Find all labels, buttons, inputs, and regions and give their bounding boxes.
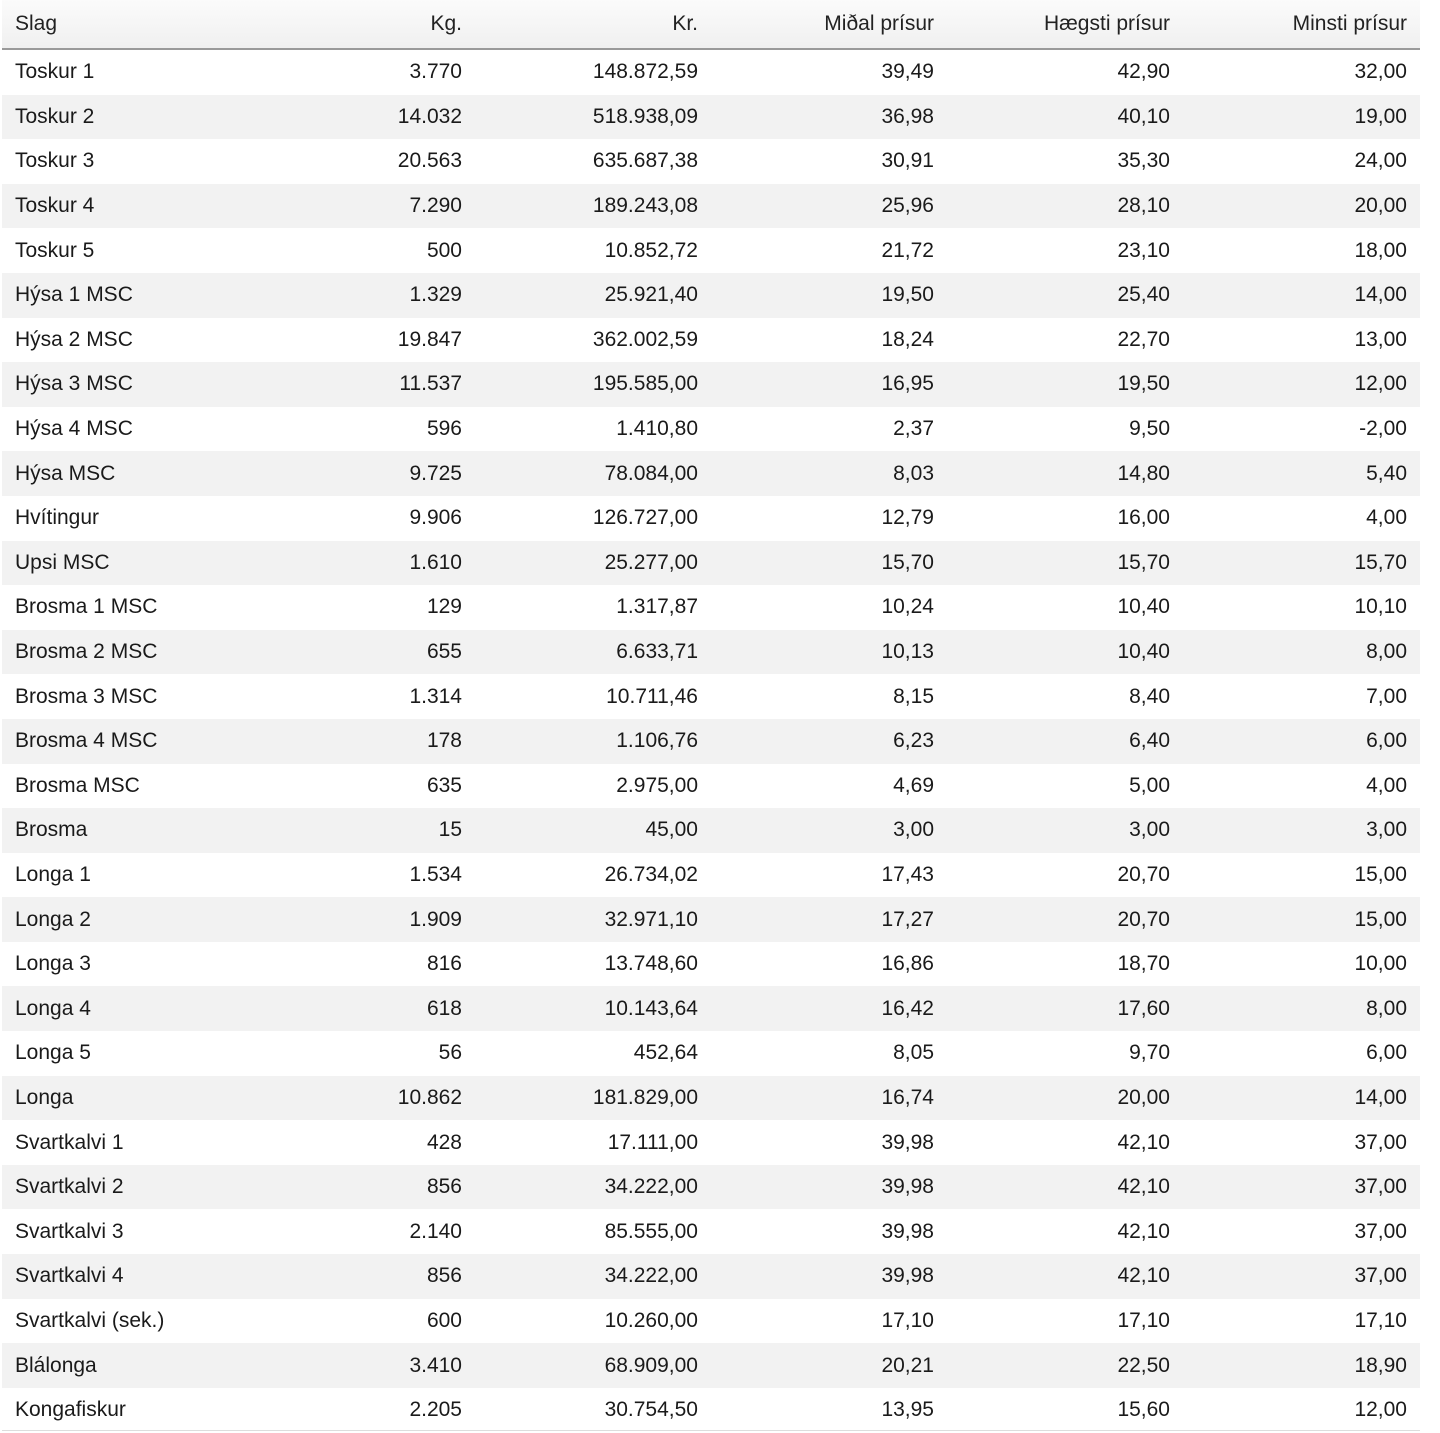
cell-min-price: 4,00 (1183, 496, 1420, 541)
cell-max-price: 9,70 (947, 1031, 1183, 1076)
cell-kg: 10.862 (247, 1076, 475, 1121)
cell-max-price: 3,00 (947, 808, 1183, 853)
cell-min-price: 37,00 (1183, 1165, 1420, 1210)
cell-min-price: 37,00 (1183, 1209, 1420, 1254)
cell-kr: 1.106,76 (475, 719, 711, 764)
cell-min-price: 24,00 (1183, 139, 1420, 184)
table-row (2, 95, 1420, 140)
cell-max-price: 19,50 (947, 362, 1183, 407)
cell-species: Svartkalvi 3 (2, 1209, 247, 1254)
cell-species: Brosma 1 MSC (2, 585, 247, 630)
cell-kr: 181.829,00 (475, 1076, 711, 1121)
cell-max-price: 17,60 (947, 986, 1183, 1031)
cell-max-price: 40,10 (947, 95, 1183, 140)
table-row (2, 764, 1420, 809)
table-row (2, 1165, 1420, 1210)
cell-mean-price: 39,98 (711, 1120, 947, 1165)
cell-kg: 1.314 (247, 674, 475, 719)
table-row (2, 1299, 1420, 1344)
cell-mean-price: 8,15 (711, 674, 947, 719)
table-row (2, 318, 1420, 363)
cell-kr: 189.243,08 (475, 184, 711, 229)
cell-min-price: 12,00 (1183, 362, 1420, 407)
table-row (2, 719, 1420, 764)
cell-kr: 2.975,00 (475, 764, 711, 809)
cell-min-price: 14,00 (1183, 1076, 1420, 1121)
cell-min-price: 14,00 (1183, 273, 1420, 318)
cell-kg: 655 (247, 630, 475, 675)
cell-species: Svartkalvi 2 (2, 1165, 247, 1210)
cell-species: Brosma 2 MSC (2, 630, 247, 675)
column-header-mean-price[interactable]: Miðal prísur (711, 0, 947, 49)
cell-kg: 19.847 (247, 318, 475, 363)
cell-kr: 10.852,72 (475, 228, 711, 273)
cell-kg: 500 (247, 228, 475, 273)
cell-mean-price: 16,86 (711, 942, 947, 987)
cell-kr: 126.727,00 (475, 496, 711, 541)
cell-max-price: 6,40 (947, 719, 1183, 764)
cell-max-price: 28,10 (947, 184, 1183, 229)
cell-species: Svartkalvi (sek.) (2, 1299, 247, 1344)
cell-min-price: 20,00 (1183, 184, 1420, 229)
cell-min-price: 8,00 (1183, 630, 1420, 675)
cell-kr: 68.909,00 (475, 1343, 711, 1388)
cell-min-price: 8,00 (1183, 986, 1420, 1031)
cell-kg: 1.610 (247, 541, 475, 586)
cell-min-price: 3,00 (1183, 808, 1420, 853)
cell-min-price: 17,10 (1183, 1299, 1420, 1344)
table-row (2, 1343, 1420, 1388)
cell-kr: 195.585,00 (475, 362, 711, 407)
cell-max-price: 16,00 (947, 496, 1183, 541)
cell-kg: 9.906 (247, 496, 475, 541)
cell-kr: 452,64 (475, 1031, 711, 1076)
cell-kg: 3.410 (247, 1343, 475, 1388)
cell-min-price: 7,00 (1183, 674, 1420, 719)
column-header-kr[interactable]: Kr. (475, 0, 711, 49)
cell-kg: 1.909 (247, 897, 475, 942)
cell-max-price: 14,80 (947, 451, 1183, 496)
table-row (2, 1120, 1420, 1165)
cell-mean-price: 21,72 (711, 228, 947, 273)
cell-species: Hýsa MSC (2, 451, 247, 496)
cell-min-price: 5,40 (1183, 451, 1420, 496)
cell-min-price: 10,10 (1183, 585, 1420, 630)
cell-max-price: 35,30 (947, 139, 1183, 184)
cell-mean-price: 4,69 (711, 764, 947, 809)
cell-kr: 34.222,00 (475, 1254, 711, 1299)
cell-min-price: 37,00 (1183, 1120, 1420, 1165)
cell-species: Brosma (2, 808, 247, 853)
cell-kg: 596 (247, 407, 475, 452)
table-row (2, 273, 1420, 318)
cell-kg: 856 (247, 1254, 475, 1299)
cell-species: Hýsa 3 MSC (2, 362, 247, 407)
cell-min-price: 10,00 (1183, 942, 1420, 987)
table-row (2, 1031, 1420, 1076)
cell-kg: 9.725 (247, 451, 475, 496)
cell-mean-price: 17,43 (711, 853, 947, 898)
cell-species: Toskur 5 (2, 228, 247, 273)
table-row (2, 1209, 1420, 1254)
cell-min-price: 18,00 (1183, 228, 1420, 273)
table-row (2, 1076, 1420, 1121)
cell-kg: 2.140 (247, 1209, 475, 1254)
cell-max-price: 42,10 (947, 1254, 1183, 1299)
cell-min-price: 4,00 (1183, 764, 1420, 809)
cell-max-price: 25,40 (947, 273, 1183, 318)
cell-kg: 14.032 (247, 95, 475, 140)
cell-kg: 56 (247, 1031, 475, 1076)
cell-kr: 30.754,50 (475, 1388, 711, 1433)
cell-mean-price: 17,10 (711, 1299, 947, 1344)
table-row (2, 228, 1420, 273)
table-row (2, 630, 1420, 675)
cell-kr: 1.317,87 (475, 585, 711, 630)
cell-kg: 129 (247, 585, 475, 630)
cell-max-price: 5,00 (947, 764, 1183, 809)
cell-kr: 10.143,64 (475, 986, 711, 1031)
table-row (2, 49, 1420, 95)
cell-min-price: 6,00 (1183, 719, 1420, 764)
cell-kg: 15 (247, 808, 475, 853)
cell-mean-price: 10,24 (711, 585, 947, 630)
table-row (2, 942, 1420, 987)
cell-species: Hýsa 2 MSC (2, 318, 247, 363)
cell-kg: 11.537 (247, 362, 475, 407)
cell-kr: 34.222,00 (475, 1165, 711, 1210)
cell-mean-price: 17,27 (711, 897, 947, 942)
cell-kr: 10.260,00 (475, 1299, 711, 1344)
cell-min-price: 32,00 (1183, 49, 1420, 95)
cell-max-price: 10,40 (947, 585, 1183, 630)
cell-kg: 3.770 (247, 49, 475, 95)
cell-mean-price: 39,98 (711, 1254, 947, 1299)
table-row (2, 541, 1420, 586)
cell-min-price: 12,00 (1183, 1388, 1420, 1433)
cell-mean-price: 19,50 (711, 273, 947, 318)
cell-mean-price: 8,05 (711, 1031, 947, 1076)
cell-kg: 20.563 (247, 139, 475, 184)
table-row (2, 451, 1420, 496)
cell-species: Hýsa 1 MSC (2, 273, 247, 318)
cell-mean-price: 6,23 (711, 719, 947, 764)
cell-kr: 25.277,00 (475, 541, 711, 586)
cell-species: Longa 1 (2, 853, 247, 898)
cell-kg: 635 (247, 764, 475, 809)
cell-min-price: 6,00 (1183, 1031, 1420, 1076)
cell-min-price: -2,00 (1183, 407, 1420, 452)
cell-species: Toskur 1 (2, 49, 247, 95)
cell-kr: 6.633,71 (475, 630, 711, 675)
cell-max-price: 20,70 (947, 853, 1183, 898)
cell-mean-price: 16,95 (711, 362, 947, 407)
table-bottom-divider (2, 1430, 1420, 1431)
cell-kg: 816 (247, 942, 475, 987)
cell-max-price: 15,60 (947, 1388, 1183, 1433)
table-row (2, 407, 1420, 452)
cell-min-price: 13,00 (1183, 318, 1420, 363)
table-row (2, 1254, 1420, 1299)
cell-species: Brosma 3 MSC (2, 674, 247, 719)
cell-species: Brosma MSC (2, 764, 247, 809)
cell-species: Svartkalvi 1 (2, 1120, 247, 1165)
cell-species: Hvítingur (2, 496, 247, 541)
cell-mean-price: 25,96 (711, 184, 947, 229)
cell-kr: 1.410,80 (475, 407, 711, 452)
cell-mean-price: 30,91 (711, 139, 947, 184)
cell-kr: 45,00 (475, 808, 711, 853)
cell-max-price: 20,00 (947, 1076, 1183, 1121)
cell-max-price: 17,10 (947, 1299, 1183, 1344)
column-header-kg[interactable]: Kg. (247, 0, 475, 49)
cell-mean-price: 39,98 (711, 1165, 947, 1210)
cell-kr: 635.687,38 (475, 139, 711, 184)
cell-species: Longa 2 (2, 897, 247, 942)
cell-min-price: 15,70 (1183, 541, 1420, 586)
cell-max-price: 42,10 (947, 1209, 1183, 1254)
table-row (2, 585, 1420, 630)
cell-kg: 1.534 (247, 853, 475, 898)
cell-kr: 85.555,00 (475, 1209, 711, 1254)
cell-mean-price: 2,37 (711, 407, 947, 452)
cell-max-price: 22,70 (947, 318, 1183, 363)
cell-species: Toskur 2 (2, 95, 247, 140)
cell-kr: 26.734,02 (475, 853, 711, 898)
table-row (2, 853, 1420, 898)
cell-kr: 10.711,46 (475, 674, 711, 719)
cell-mean-price: 39,49 (711, 49, 947, 95)
cell-kr: 17.111,00 (475, 1120, 711, 1165)
cell-kg: 178 (247, 719, 475, 764)
price-table (2, 0, 1420, 1432)
table-row (2, 897, 1420, 942)
cell-species: Longa 4 (2, 986, 247, 1031)
cell-species: Brosma 4 MSC (2, 719, 247, 764)
table-row (2, 808, 1420, 853)
cell-kg: 428 (247, 1120, 475, 1165)
column-header-slag[interactable]: Slag (2, 0, 247, 49)
cell-max-price: 23,10 (947, 228, 1183, 273)
cell-kr: 78.084,00 (475, 451, 711, 496)
cell-min-price: 15,00 (1183, 897, 1420, 942)
price-table-container (2, 0, 1420, 1432)
cell-mean-price: 18,24 (711, 318, 947, 363)
table-body (2, 49, 1420, 1432)
cell-species: Longa 3 (2, 942, 247, 987)
cell-species: Longa (2, 1076, 247, 1121)
table-row (2, 184, 1420, 229)
cell-mean-price: 16,74 (711, 1076, 947, 1121)
cell-max-price: 42,10 (947, 1120, 1183, 1165)
cell-kr: 362.002,59 (475, 318, 711, 363)
cell-kg: 856 (247, 1165, 475, 1210)
cell-max-price: 8,40 (947, 674, 1183, 719)
cell-kr: 25.921,40 (475, 273, 711, 318)
cell-min-price: 18,90 (1183, 1343, 1420, 1388)
cell-kg: 2.205 (247, 1388, 475, 1433)
cell-species: Toskur 3 (2, 139, 247, 184)
cell-species: Longa 5 (2, 1031, 247, 1076)
table-row (2, 1388, 1420, 1433)
cell-kr: 518.938,09 (475, 95, 711, 140)
cell-mean-price: 15,70 (711, 541, 947, 586)
cell-kr: 148.872,59 (475, 49, 711, 95)
cell-kg: 1.329 (247, 273, 475, 318)
cell-mean-price: 36,98 (711, 95, 947, 140)
table-row (2, 139, 1420, 184)
cell-max-price: 15,70 (947, 541, 1183, 586)
cell-species: Toskur 4 (2, 184, 247, 229)
table-header (2, 0, 1420, 49)
cell-kg: 618 (247, 986, 475, 1031)
cell-species: Upsi MSC (2, 541, 247, 586)
table-row (2, 674, 1420, 719)
table-row (2, 362, 1420, 407)
cell-mean-price: 16,42 (711, 986, 947, 1031)
cell-max-price: 20,70 (947, 897, 1183, 942)
column-header-max-price[interactable]: Hægsti prísur (947, 0, 1183, 49)
table-header-row (2, 0, 1420, 49)
cell-min-price: 19,00 (1183, 95, 1420, 140)
cell-min-price: 37,00 (1183, 1254, 1420, 1299)
cell-mean-price: 8,03 (711, 451, 947, 496)
cell-max-price: 18,70 (947, 942, 1183, 987)
cell-max-price: 10,40 (947, 630, 1183, 675)
cell-kr: 32.971,10 (475, 897, 711, 942)
cell-species: Blálonga (2, 1343, 247, 1388)
cell-min-price: 15,00 (1183, 853, 1420, 898)
column-header-min-price[interactable]: Minsti prísur (1183, 0, 1420, 49)
cell-kg: 7.290 (247, 184, 475, 229)
cell-mean-price: 3,00 (711, 808, 947, 853)
cell-species: Kongafiskur (2, 1388, 247, 1433)
cell-mean-price: 10,13 (711, 630, 947, 675)
cell-kg: 600 (247, 1299, 475, 1344)
table-row (2, 496, 1420, 541)
cell-species: Hýsa 4 MSC (2, 407, 247, 452)
table-row (2, 986, 1420, 1031)
cell-mean-price: 39,98 (711, 1209, 947, 1254)
cell-mean-price: 13,95 (711, 1388, 947, 1433)
cell-max-price: 9,50 (947, 407, 1183, 452)
cell-max-price: 42,90 (947, 49, 1183, 95)
cell-max-price: 42,10 (947, 1165, 1183, 1210)
cell-species: Svartkalvi 4 (2, 1254, 247, 1299)
cell-kr: 13.748,60 (475, 942, 711, 987)
cell-mean-price: 20,21 (711, 1343, 947, 1388)
cell-max-price: 22,50 (947, 1343, 1183, 1388)
cell-mean-price: 12,79 (711, 496, 947, 541)
